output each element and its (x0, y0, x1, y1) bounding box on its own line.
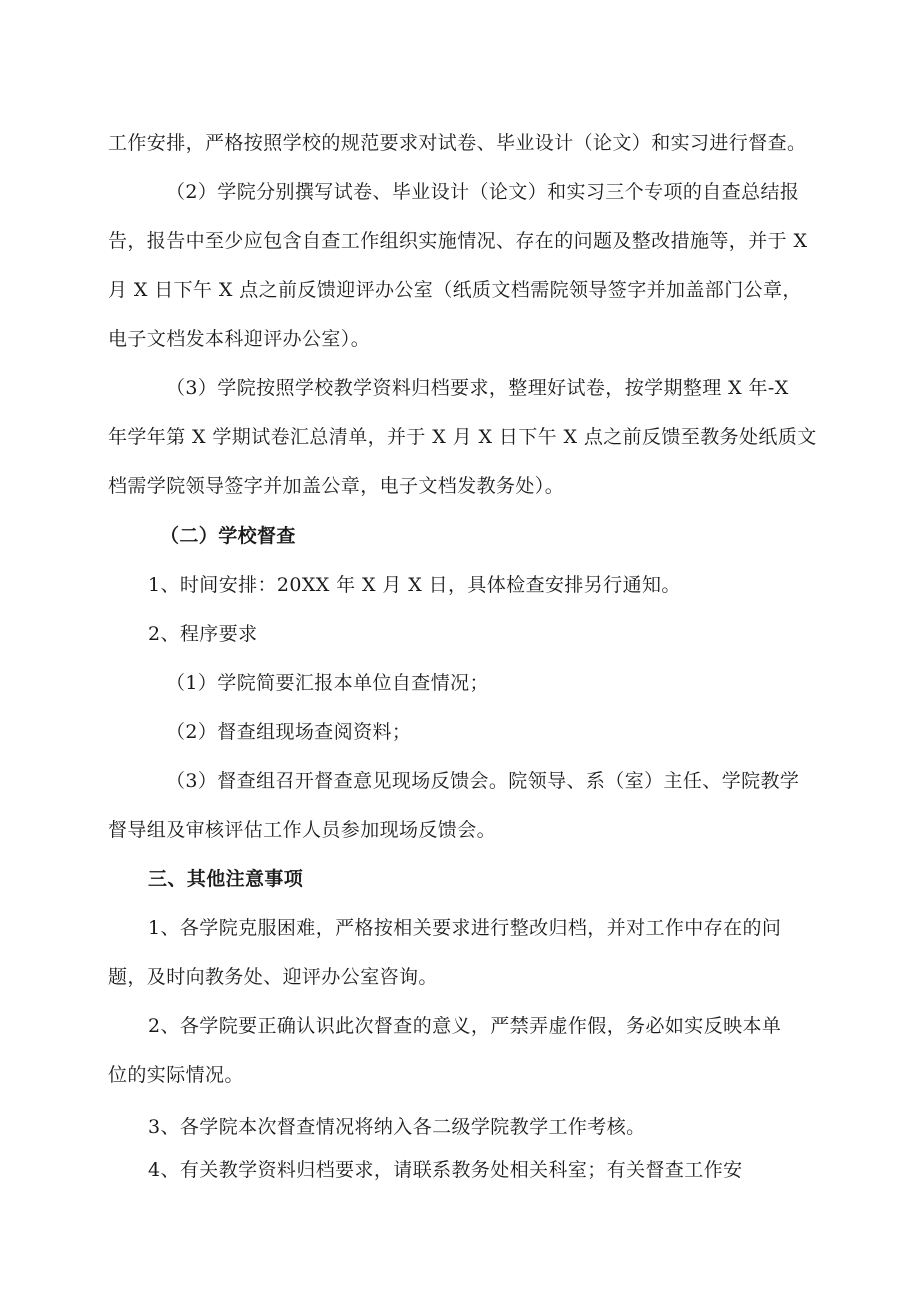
paragraph-line: （2）督查组现场查阅资料； (166, 721, 412, 743)
paragraph-line: 告，报告中至少应包含自查工作组织实施情况、存在的问题及整改措施等，并于 X (108, 230, 808, 252)
paragraph-line: （3）学院按照学校教学资料归档要求，整理好试卷，按学期整理 X 年-X (166, 377, 789, 399)
paragraph-line: （3）督查组召开督查意见现场反馈会。院领导、系（室）主任、学院教学 (166, 770, 800, 792)
paragraph-line: 4、有关教学资料归档要求，请联系教务处相关科室；有关督查工作安 (148, 1159, 743, 1181)
paragraph-line: 电子文档发本科迎评办公室）。 (108, 328, 371, 350)
paragraph-line: 2、各学院要正确认识此次督查的意义，严禁弄虚作假，务必如实反映本单 (148, 1015, 782, 1037)
section-heading: （二）学校督查 (160, 525, 296, 547)
paragraph-line: （2）学院分别撰写试卷、毕业设计（论文）和实习三个专项的自查总结报 (166, 181, 800, 203)
paragraph-line: 工作安排，严格按照学校的规范要求对试卷、毕业设计（论文）和实习进行督查。 (108, 132, 807, 154)
paragraph-line: 1、时间安排：20XX 年 X 月 X 日，具体检查安排另行通知。 (148, 574, 681, 596)
paragraph-line: 1、各学院克服困难，严格按相关要求进行整改归档，并对工作中存在的问 (148, 917, 782, 939)
paragraph-line: 年学年第 X 学期试卷汇总清单，并于 X 月 X 日下午 X 点之前反馈至教务处纸质文 (108, 426, 817, 448)
paragraph-line: 档需学院领导签字并加盖公章，电子文档发教务处）。 (108, 475, 565, 497)
paragraph-line: 2、程序要求 (148, 623, 258, 645)
paragraph-line: 督导组及审核评估工作人员参加现场反馈会。 (108, 819, 497, 841)
paragraph-line: 3、各学院本次督查情况将纳入各二级学院教学工作考核。 (148, 1116, 646, 1138)
paragraph-line: 位的实际情况。 (108, 1064, 244, 1086)
paragraph-line: （1）学院简要汇报本单位自查情况； (166, 672, 489, 694)
paragraph-line: 月 X 日下午 X 点之前反馈迎评办公室（纸质文档需院领导签字并加盖部门公章， (108, 279, 802, 301)
paragraph-line: 题，及时向教务处、迎评办公室咨询。 (108, 966, 438, 988)
section-heading: 三、其他注意事项 (148, 868, 304, 890)
